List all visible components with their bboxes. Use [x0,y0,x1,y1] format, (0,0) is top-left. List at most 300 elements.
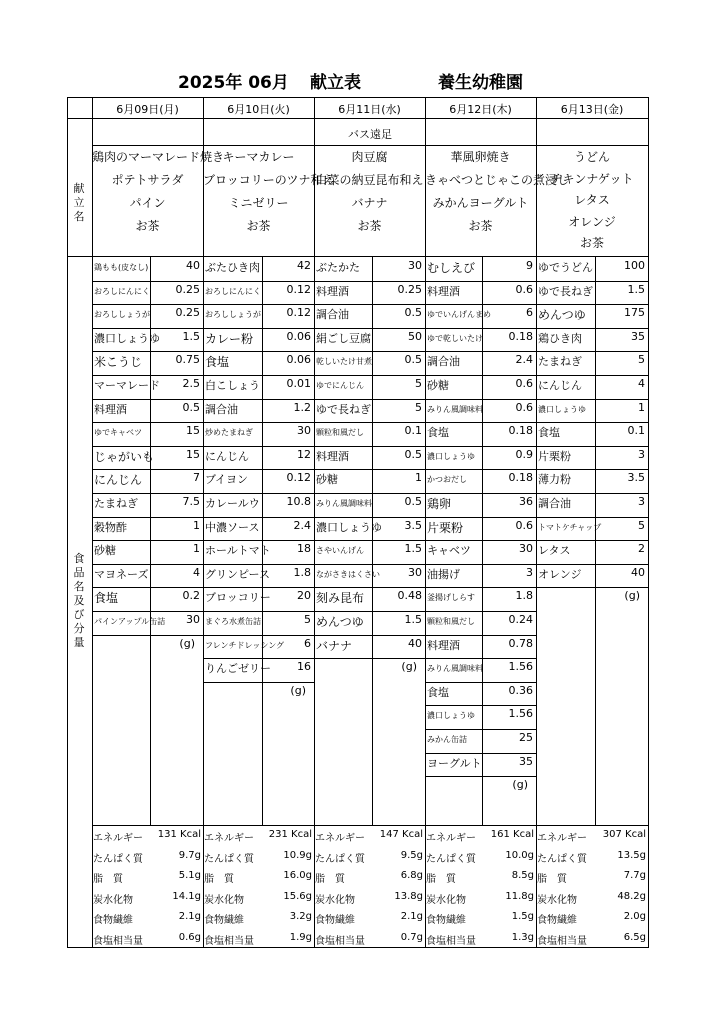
row-line [203,422,314,423]
menu-item: ブロッコリーのツナ和え [203,173,335,187]
ingredient-amount: 0.06 [286,353,311,367]
menu-item: 華風卵焼き [450,150,511,164]
menu-item: お茶 [135,219,160,233]
row-line [425,587,536,588]
ingredient-amount: 1.56 [508,660,533,674]
nutrition-label-fat: 脂 質 [204,874,234,885]
ingredient-amount: 0.1 [404,424,422,438]
ingredient-amount: 0.48 [397,589,422,603]
ingredient-name: 濃口しょうゆ [316,520,382,534]
ingredient-name: 砂糖 [94,544,116,558]
row-line [314,587,425,588]
ingredient-name: たまねぎ [94,497,138,510]
ingredient-amount: 50 [408,329,422,343]
ingredient-name: 砂糖 [316,473,338,487]
row-line [425,446,536,447]
menu-item: チキンナゲット [550,171,634,186]
ingredient-name: オレンジ [538,567,582,581]
row-line [314,540,425,541]
nutrition-label-energy: エネルギー [93,833,143,844]
ingredient-name: 釜揚げしらす [427,593,475,603]
ingredient-amount: 0.6 [515,518,533,532]
unit-label: (g) [624,589,640,603]
ingredient-amount: 3.5 [404,518,422,532]
nutrition-value-fat: 8.5g [511,870,534,881]
row-line [314,304,425,305]
ingredient-name: みりん風調味料 [427,664,483,674]
ingredient-amount: 2 [638,542,645,556]
ingredient-name: フレンチドレッシング [205,640,285,650]
ingredient-name: かつおだし [427,475,467,485]
row-line [425,611,536,612]
row-line [203,611,314,612]
row-line [314,635,425,636]
row-line [203,635,314,636]
day-header: 6月09日(月) [116,103,179,116]
row-line [425,776,536,777]
row-line [203,682,314,683]
row-line [314,517,425,518]
row-line [425,540,536,541]
ingredient-amount: 0.2 [182,589,200,603]
ingredient-name: トマトケチャップ [538,522,602,532]
ingredient-amount: 10.8 [286,495,311,508]
menu-item: みかんヨーグルト [432,196,529,210]
row-line [536,375,648,376]
ingredient-name: 濃口しょうゆ [427,711,475,721]
ingredient-name: 鶏ひき肉 [538,331,582,345]
nutrition-value-fat: 6.8g [400,870,423,881]
ingredient-amount: 6 [304,636,311,650]
menu-item: パイン [129,196,166,210]
ingredient-name: 調合油 [538,497,571,510]
nutrition-label-carbs: 炭水化物 [93,894,133,906]
ingredient-amount: 1.5 [627,282,645,296]
ingredient-amount: 18 [297,542,311,556]
nutrition-label-salt: 食塩相当量 [426,935,476,947]
row-line [314,281,425,282]
row-line [425,635,536,636]
ingredient-amount: 5 [415,377,422,390]
row-line [203,328,314,329]
row-line [203,281,314,282]
row-line [203,493,314,494]
ingredient-name: おろししょうが [205,310,261,320]
ingredient-name: 食塩 [205,355,230,370]
row-line [314,375,425,376]
row-line [425,705,536,706]
ingredient-amount: 36 [519,495,533,508]
ingredient-amount: 40 [631,565,645,579]
nutrition-label-fiber: 食物繊維 [93,915,133,926]
row-line [203,446,314,447]
ingredient-name: ブロッコリー [205,591,271,605]
ingredient-amount: 2.4 [293,518,311,532]
ingredient-amount: 2.4 [515,353,533,367]
nutrition-label-salt: 食塩相当量 [537,935,587,947]
row-line [92,587,203,588]
menu-item: うどん [573,150,610,164]
unit-label: (g) [290,683,306,697]
nutrition-label-salt: 食塩相当量 [204,935,254,947]
unit-label: (g) [512,778,528,792]
ingredient-name: 濃口しょうゆ [427,451,475,461]
ingredient-amount: 3 [638,495,645,508]
row-line [92,422,203,423]
menu-item: お茶 [468,219,493,233]
nutrition-value-protein: 13.5g [617,849,646,861]
row-line [425,658,536,659]
row-line [203,564,314,565]
menu-item: きゃべつとじゃこの煮浸し [425,173,570,187]
ingredient-amount: 3 [526,565,533,579]
nutrition-value-fat: 7.7g [623,870,646,881]
ingredient-amount: 1.56 [508,707,533,721]
ingredient-name: 穀物酢 [94,520,127,534]
row-line [536,564,648,565]
ingredient-name: 食塩 [427,685,449,699]
nutrition-value-energy: 161 Kcal [490,829,534,840]
menu-item: キーマカレー [222,150,295,164]
ingredient-name: 炒めたまねぎ [205,428,253,438]
nutrition-value-protein: 9.7g [178,849,201,861]
ingredient-name: 料理酒 [427,284,460,298]
row-line [314,658,425,659]
ingredient-name: ゆで長ねぎ [316,402,371,416]
nutrition-label-fat: 脂 質 [537,874,567,885]
ingredient-name: にんじん [538,379,582,392]
row-line [203,469,314,470]
row-line [536,540,648,541]
nutrition-label-carbs: 炭水化物 [204,894,244,906]
row-line [203,658,314,659]
ingredient-name: ぶたかた [316,261,360,274]
ingredient-amount: 0.5 [404,306,422,320]
ingredient-name: 油揚げ [427,567,460,581]
row-line [425,729,536,730]
ingredient-name: おろしにんにく [94,286,150,296]
ingredient-amount: 20 [297,589,311,603]
ingredient-amount: 0.12 [286,306,311,320]
ingredient-amount: 0.18 [508,424,533,438]
row-line [314,328,425,329]
ingredient-amount: 1.8 [515,589,533,603]
ingredient-amount: 30 [408,565,422,579]
row-line [425,304,536,305]
ingredient-amount: 25 [519,731,533,744]
nutrition-value-salt: 6.5g [623,931,646,943]
ingredient-name: 乾しいたけ甘煮 [316,357,372,367]
ingredient-amount: 15 [186,447,200,461]
ingredient-name: レタス [538,544,571,558]
day-header: 6月11日(水) [338,103,401,116]
ingredient-name: ヨーグルト [427,756,482,770]
nutrition-label-fiber: 食物繊維 [204,915,244,926]
menu-label: 献立名 [73,182,85,223]
ingredient-name: パインアップル缶詰 [94,617,166,626]
ingredient-amount: 0.25 [175,306,200,320]
nutrition-label-fat: 脂 質 [426,874,456,885]
nutrition-value-carbs: 48.2g [617,890,646,902]
ingredient-amount: 0.06 [286,329,311,343]
ingredient-amount: 4 [193,565,200,579]
ingredient-name: 白こしょう [205,379,260,392]
menu-item: バナナ [351,196,388,210]
menu-item: ミニゼリー [228,196,289,210]
ingredient-amount: 30 [519,542,533,556]
ingredient-amount: 30 [297,424,311,438]
ingredient-amount: 0.18 [508,471,533,485]
row-line [425,328,536,329]
ingredient-name: ゆで長ねぎ [538,284,593,298]
ingredient-name: ゆでキャベツ [94,428,142,438]
row-line [203,304,314,305]
ingredient-name: バナナ [316,638,353,653]
nutrition-label-fat: 脂 質 [315,874,345,885]
row-line [425,281,536,282]
ingredient-name: 鶏もも(皮なし) [94,263,149,272]
nutrition-label-protein: たんぱく質 [93,853,143,865]
row-line [203,375,314,376]
nutrition-label-salt: 食塩相当量 [315,935,365,947]
nutrition-label-fiber: 食物繊維 [315,915,355,926]
hline-2 [68,256,648,257]
ingredient-amount: 0.5 [404,495,422,508]
row-line [425,682,536,683]
day-header: 6月10日(火) [227,103,290,116]
row-line [92,635,203,636]
ingredient-amount: 0.5 [404,353,422,367]
row-line [314,399,425,400]
ingredient-amount: 0.78 [508,636,533,650]
ingredient-amount: 7.5 [182,495,200,508]
ingredient-amount: 1 [638,400,645,414]
row-line [92,493,203,494]
unit-label: (g) [179,636,195,650]
ingredient-name: みりん風調味料 [316,499,372,508]
nutrition-label-protein: たんぱく質 [315,853,365,865]
ingredient-amount: 0.75 [175,353,200,367]
nutrition-value-energy: 307 Kcal [602,829,646,840]
ingredient-name: 調合油 [205,402,238,416]
nutrition-label-fiber: 食物繊維 [426,915,466,926]
ingredient-amount: 0.12 [286,471,311,485]
row-line [425,375,536,376]
row-line [536,281,648,282]
row-line [92,469,203,470]
day-header: 6月12日(木) [449,103,512,116]
ingredient-amount: 5 [415,400,422,414]
ingredient-name: 米こうじ [94,355,143,370]
ingredient-amount: 6 [526,306,533,320]
row-line [425,351,536,352]
ingredient-amount: 100 [624,259,645,272]
row-line [203,399,314,400]
ingredient-name: おろしにんにく [205,286,261,296]
nutrition-value-salt: 1.3g [511,931,534,943]
row-line [314,469,425,470]
ingredient-amount: 0.6 [515,377,533,390]
row-line [425,564,536,565]
row-line [92,564,203,565]
ingredient-name: 濃口しょうゆ [538,404,586,414]
ingredient-amount: 0.25 [175,282,200,296]
nutrition-value-fiber: 2.1g [178,911,201,922]
ingredient-name: マーマレード [94,379,160,392]
ingredient-name: 顆粒和風だし [316,428,364,438]
nutrition-label-fiber: 食物繊維 [537,915,577,926]
row-line [425,422,536,423]
row-line [203,540,314,541]
ingredient-name: ブイヨン [205,473,249,487]
nutrition-label-fat: 脂 質 [93,874,123,885]
ingredient-amount: 1.8 [293,565,311,579]
ingredient-amount: 1.5 [182,329,200,343]
row-line [203,517,314,518]
ingredient-amount: 0.5 [404,447,422,461]
ingredient-name: 料理酒 [94,402,127,416]
ingredient-name: カレールウ [205,497,260,510]
row-line [536,422,648,423]
ingredient-amount: 0.9 [515,447,533,461]
ingredient-amount: 7 [193,471,200,485]
ingredient-name: 中濃ソース [205,520,260,534]
ingredient-amount: 5 [304,613,311,626]
ingredient-name: ながさきはくさい [316,569,380,579]
ingredient-name: 食塩 [538,426,560,440]
row-line [92,304,203,305]
ingredient-name: 片栗粉 [538,449,571,463]
ingredient-name: むしえび [427,261,476,275]
nutrition-value-fiber: 2.1g [400,911,423,922]
row-line [314,446,425,447]
ingredient-amount: 0.24 [508,613,533,626]
nutrition-value-fiber: 2.0g [623,911,646,922]
nutrition-value-protein: 10.0g [505,849,534,861]
ingredient-amount: 1.5 [404,613,422,626]
nutrition-value-fiber: 1.5g [511,911,534,922]
ingredient-name: ゆで乾しいたけ [427,333,483,343]
row-line [536,469,648,470]
ingredient-name: カレー粉 [205,331,254,346]
ingredient-amount: 0.12 [286,282,311,296]
menu-item: 肉豆腐 [351,150,388,164]
nutrition-label-energy: エネルギー [315,833,365,844]
ingredient-amount: 40 [408,636,422,650]
page-title [0,68,724,94]
ingredient-amount: 1 [193,542,200,556]
nutrition-value-carbs: 14.1g [172,890,201,902]
ingredient-name: 鶏卵 [427,497,452,511]
ingredient-amount: 16 [297,660,311,674]
row-line [314,351,425,352]
ingredient-name: 食塩 [427,426,449,440]
row-line [536,446,648,447]
nutrition-value-carbs: 15.6g [283,890,312,902]
ingredient-name: ホールトマト [205,544,271,558]
row-line [536,517,648,518]
nutrition-value-salt: 1.9g [289,931,312,943]
hline-1 [92,145,648,146]
ingredient-name: 絹ごし豆腐 [316,331,371,345]
row-line [425,399,536,400]
row-line [536,587,648,588]
ingredient-name: にんじん [205,449,249,463]
nutrition-value-carbs: 11.8g [505,890,534,902]
nutrition-label-carbs: 炭水化物 [315,894,355,906]
row-line [536,399,648,400]
row-line [314,493,425,494]
row-line [536,351,648,352]
ingredient-name: ゆでうどん [538,261,593,274]
nutrition-value-energy: 147 Kcal [379,829,423,840]
row-line [92,399,203,400]
ingredient-name: じゃがいも [94,449,155,464]
menu-item: オレンジ [568,214,616,229]
nutrition-label-protein: たんぱく質 [204,853,254,865]
ingredient-amount: 0.6 [515,282,533,296]
ingredient-amount: 3 [638,447,645,461]
nutrition-value-fat: 16.0g [283,870,312,881]
nutrition-value-salt: 0.7g [400,931,423,943]
ingredient-name: おろししょうが [94,310,150,320]
nutrition-label-energy: エネルギー [426,833,476,844]
ingredient-amount: 42 [297,259,311,272]
row-line [92,281,203,282]
nutrition-label-energy: エネルギー [204,833,254,844]
nutrition-label-energy: エネルギー [537,833,587,844]
nutrition-value-energy: 231 Kcal [268,829,312,840]
menu-item: レタス [574,193,610,207]
row-line [92,351,203,352]
ingredient-amount: 0.36 [508,683,533,697]
ingredient-amount: 35 [519,754,533,768]
ingredient-name: 濃口しょうゆ [94,331,160,345]
row-line [314,611,425,612]
ingredient-name: 食塩 [94,591,119,606]
ingredient-name: マヨネーズ [94,567,149,581]
ingredient-name: みかん缶詰 [427,735,467,744]
ingredient-amount: 30 [408,259,422,272]
ingredient-amount: 40 [186,259,200,272]
event-wednesday: バス遠足 [348,128,392,141]
menu-item: お茶 [246,219,271,233]
ingredient-name: にんじん [94,473,143,488]
row-line [314,564,425,565]
ingredient-name: 料理酒 [316,284,349,298]
nutrition-value-protein: 9.5g [400,849,423,861]
ingredient-name: 砂糖 [427,379,449,392]
ingredient-amount: 2.5 [182,377,200,390]
nutrition-label-protein: たんぱく質 [537,853,587,865]
ingredient-amount: 1.5 [404,542,422,556]
ingredient-name: ゆでにんじん [316,381,364,390]
nutrition-label-salt: 食塩相当量 [93,935,143,947]
ingredient-amount: 15 [186,424,200,438]
ingredient-amount: 35 [631,329,645,343]
ingredient-amount: 0.01 [286,377,311,390]
ingredient-amount: 1 [415,471,422,485]
ingredient-name: まぐろ水煮缶詰 [205,617,261,626]
ingredient-amount: 12 [297,447,311,461]
ingredient-name: キャベツ [427,544,471,558]
row-line [425,753,536,754]
ingredient-name: グリンピース [205,567,271,581]
row-line [536,328,648,329]
ingredient-amount: 1 [193,518,200,532]
row-line [203,587,314,588]
nutrition-value-energy: 131 Kcal [157,829,201,840]
